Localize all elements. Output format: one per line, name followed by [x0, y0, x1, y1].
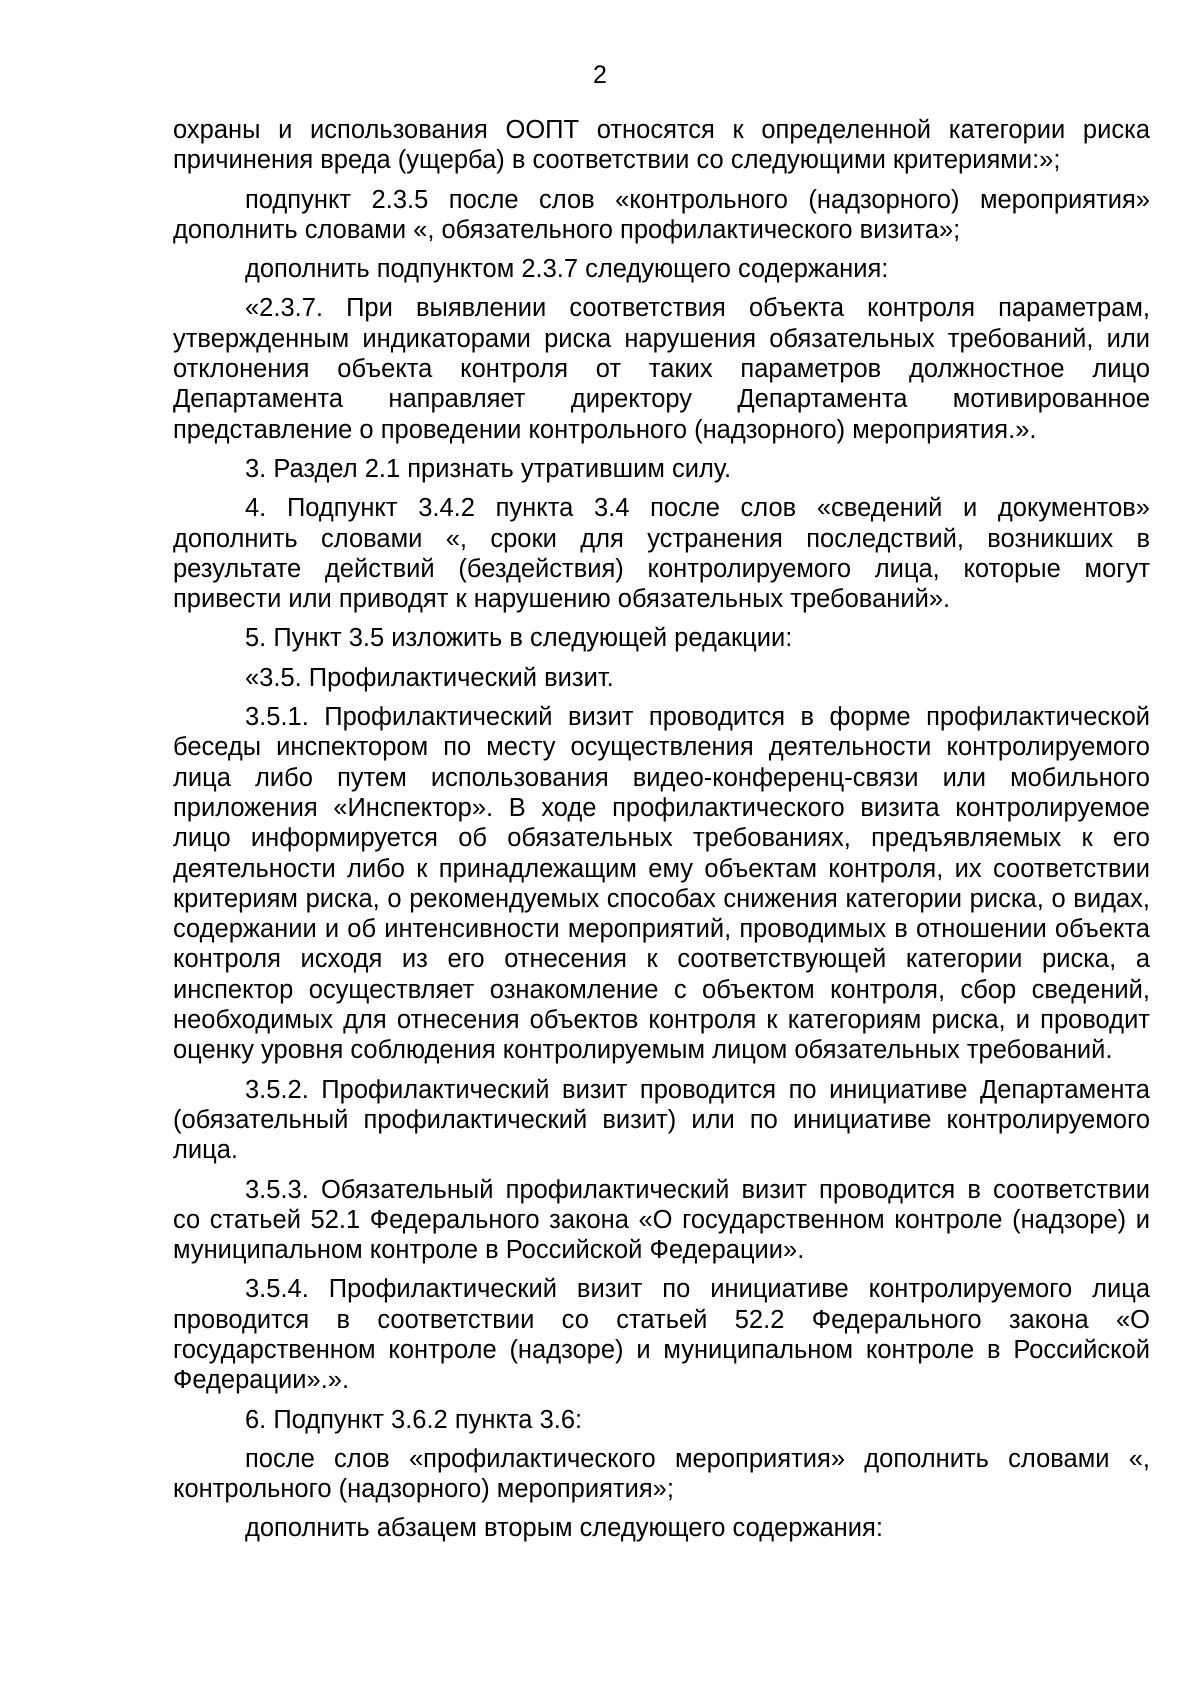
- paragraph-10: 3.5.2. Профилактический визит проводится по инициативе Департамента (обязательный профилактический визит) или по инициативе контролируемого лица.: [173, 1075, 1150, 1165]
- paragraph-5: 3. Раздел 2.1 признать утратившим силу.: [245, 454, 732, 483]
- page-number: 2: [593, 61, 607, 89]
- paragraph-1: охраны и использования ООПТ относятся к определенной категории риска причинения вреда (ущерба) в соответствии со следующими критериями:»;: [173, 116, 1150, 175]
- paragraph-3: дополнить подпунктом 2.3.7 следующего содержания:: [245, 255, 889, 284]
- document-body: [173, 115, 1150, 1553]
- paragraph-15: дополнить абзацем вторым следующего содержания:: [245, 1514, 883, 1543]
- paragraph-7: 5. Пункт 3.5 изложить в следующей редакции:: [245, 624, 793, 653]
- paragraph-8: «3.5. Профилактический визит.: [245, 663, 614, 692]
- paragraph-12: 3.5.4. Профилактический визит по инициативе контролируемого лица проводится в соответствии со статьей 52.2 Федерального закона «О государственном контроле (надзоре) и муниципальном контроле в Российской Федерации».».: [173, 1275, 1150, 1395]
- paragraph-6: 4. Подпункт 3.4.2 пункта 3.4 после слов «сведений и документов» дополнить словами «, сроки для устранения последствий, возникших в результате действий (бездействия) контролируемого лица, которые могут привести или приводят к нарушению обязательных требований».: [173, 494, 1150, 614]
- paragraph-9: 3.5.1. Профилактический визит проводится в форме профилактической беседы инспектором по месту осуществления деятельности контролируемого лица либо путем использования видео-конференц-связи или мобильного приложения «Инспектор». В ходе профилактического визита контролируемое лицо информируется об обязательных требованиях, предъявляемых к его деятельности либо к принадлежащим ему объектам контроля, их соответствии критериям риска, о рекомендуемых способах снижения категории риска, о видах, содержании и об интенсивности мероприятий, проводимых в отношении объекта контроля исходя из его отнесения к соответствующей категории риска, а инспектор осуществляет ознакомление с объектом контроля, сбор сведений, необходимых для отнесения объектов контроля к категориям риска, и проводит оценку уровня соблюдения контролируемым лицом обязательных требований.: [173, 703, 1150, 1065]
- paragraph-13: 6. Подпункт 3.6.2 пункта 3.6:: [245, 1405, 583, 1434]
- paragraph-2: подпункт 2.3.5 после слов «контрольного (надзорного) мероприятия» дополнить словами «, обязательного профилактического визита»;: [173, 185, 1150, 244]
- paragraph-14: после слов «профилактического мероприятия» дополнить словами «, контрольного (надзорного) мероприятия»;: [173, 1444, 1150, 1504]
- paragraph-4: «2.3.7. При выявлении соответствия объекта контроля параметрам, утвержденным индикаторами риска нарушения обязательных требований, или отклонения объекта контроля от таких параметров должностное лицо Департамента направляет директору Департамента мотивированное представление о проведении контрольного (надзорного) мероприятия.».: [173, 294, 1150, 444]
- paragraph-11: 3.5.3. Обязательный профилактический визит проводится в соответствии со статьей 52.1 Федерального закона «О государственном контроле (надзоре) и муниципальном контроле в Российской Федерации».: [173, 1175, 1150, 1265]
